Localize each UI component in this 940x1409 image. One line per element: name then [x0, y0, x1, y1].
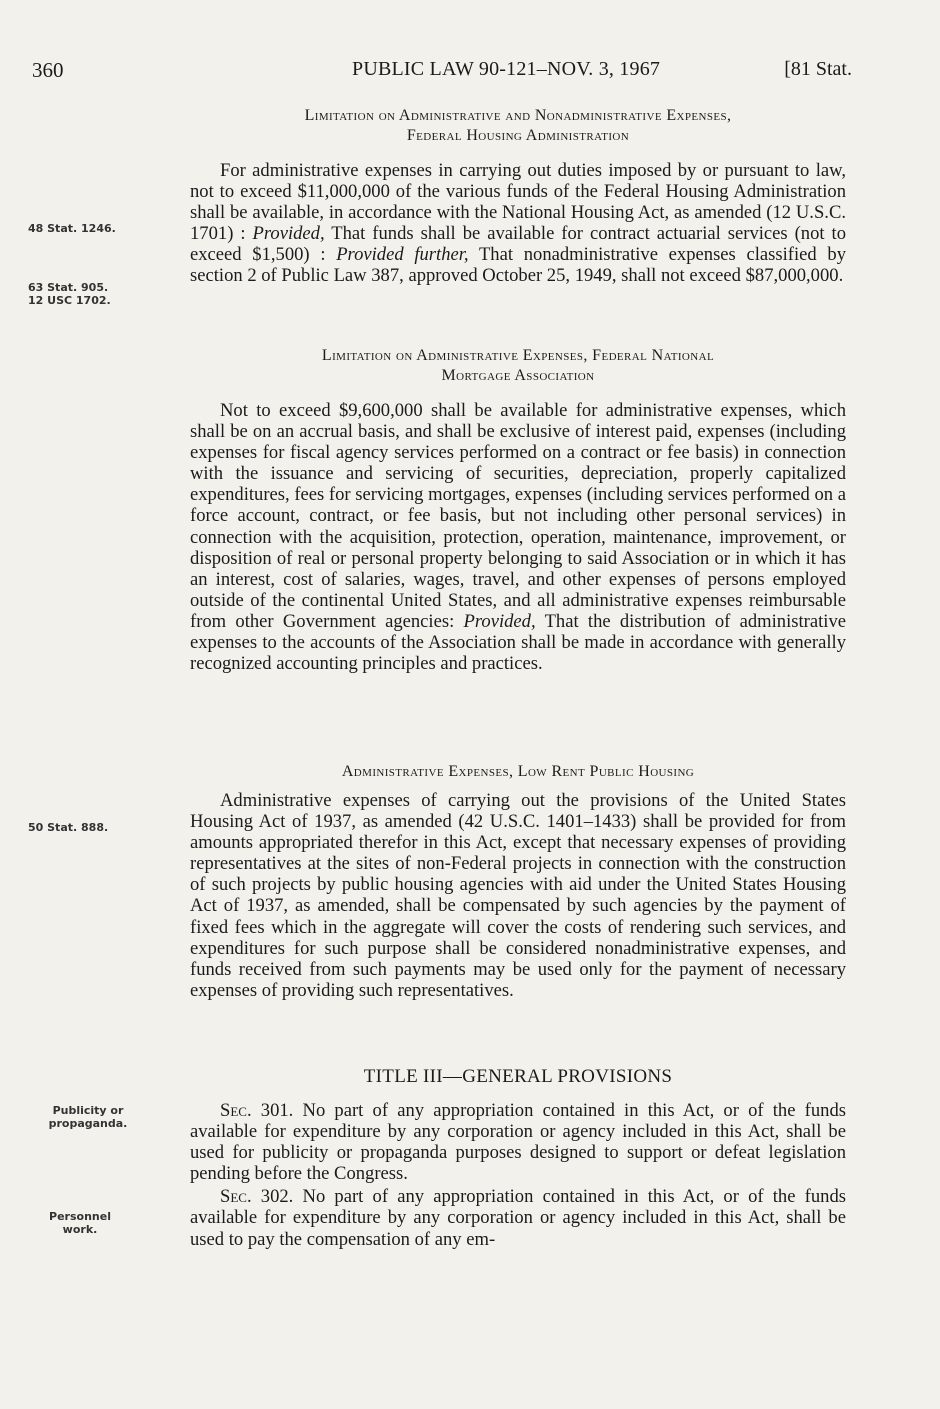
title-heading: TITLE III—GENERAL PROVISIONS	[363, 1066, 673, 1087]
margin-note: 50 Stat. 888.	[28, 821, 109, 834]
margin-note: Publicity or propaganda.	[48, 1104, 128, 1130]
statute-reference: [81 Stat.	[784, 58, 852, 80]
paragraph-sec-302: Sec. 302. No part of any appropriation contained in this Act, or of the funds available for expenditure by any corporation or agency included in this Act, shall be used to pay the compensation of any em-	[190, 1186, 846, 1250]
section-fha	[190, 106, 846, 287]
paragraph: Administrative expenses of carrying out the provisions of the United States Housing Act of 1937, as amended (42 U.S.C. 1401–1433) shall be provided for from amounts appropriated therefor in this Act, except that necessary expenses of providing representatives at the sites of non-Federal projects in connection with the construction of such projects by public housing agencies with aid under the United States Housing Act of 1937, as amended, shall be compensated by such agencies by the payment of fixed fees which in the aggregate will cover the costs of rendering such services, and expenditures for such purpose shall be considered nonadministrative expenses, and funds received from such payments may be used only for the payment of necessary expenses of providing such representatives.	[190, 790, 846, 1001]
paragraph: For administrative expenses in carrying out duties imposed by or pursuant to law, not to exceed $11,000,000 of the various funds of the Federal Housing Administration shall be available, in accordance with the National Housing Act, as amended (12 U.S.C. 1701) : Provided, That funds shall be available for contract actuarial services (not to exceed $1,500) : Provided further, That nonadministrative expenses classified by section 2 of Public Law 387, approved October 25, 1949, shall not exceed $87,000,000.	[190, 160, 847, 287]
section-heading: Limitation on Administrative Expenses, Federal National Mortgage Association	[321, 347, 715, 384]
margin-note: Personnel work.	[49, 1210, 111, 1236]
page-number: 360	[32, 58, 64, 82]
paragraph: Not to exceed $9,600,000 shall be available for administrative expenses, which shall be on an accrual basis, and shall be exclusive of interest paid, expenses (including expenses for fiscal agency services performed on a contract or fee basis) in connection with the issuance and servicing of securities, depreciation, properly capitalized expenditures, fees for servicing mortgages, expenses (including services performed on a force account, contract, or fee basis, but not including other personal services) in connection with the acquisition, protection, operation, maintenance, improvement, or disposition of real or personal property belonging to said Association or in which it has an interest, cost of salaries, wages, travel, and other expenses of persons employed outside of the continental United States, and all administrative expenses reimbursable from other Government agencies: Provided, That the distribution of administrative expenses to the accounts of the Association shall be made in accordance with generally recognized accounting principles and practices.	[190, 400, 846, 675]
section-fnma	[190, 346, 846, 674]
section-low-rent-housing	[190, 762, 846, 1001]
margin-note: 48 Stat. 1246.	[28, 222, 116, 235]
section-heading: Limitation on Administrative and Nonadministrative Expenses, Federal Housing Administration	[304, 107, 732, 144]
section-heading: Administrative Expenses, Low Rent Public Housing	[341, 763, 695, 780]
margin-note: 63 Stat. 905. 12 USC 1702.	[28, 281, 111, 307]
paragraph-sec-301: Sec. 301. No part of any appropriation contained in this Act, or of the funds available for expenditure by any corporation or agency included in this Act, shall be used for publicity or propaganda purposes designed to support or defeat legislation pending before the Congress.	[190, 1100, 846, 1185]
running-title: PUBLIC LAW 90-121–NOV. 3, 1967	[352, 58, 661, 80]
page-header	[32, 58, 852, 88]
section-title-iii	[190, 1066, 846, 1250]
